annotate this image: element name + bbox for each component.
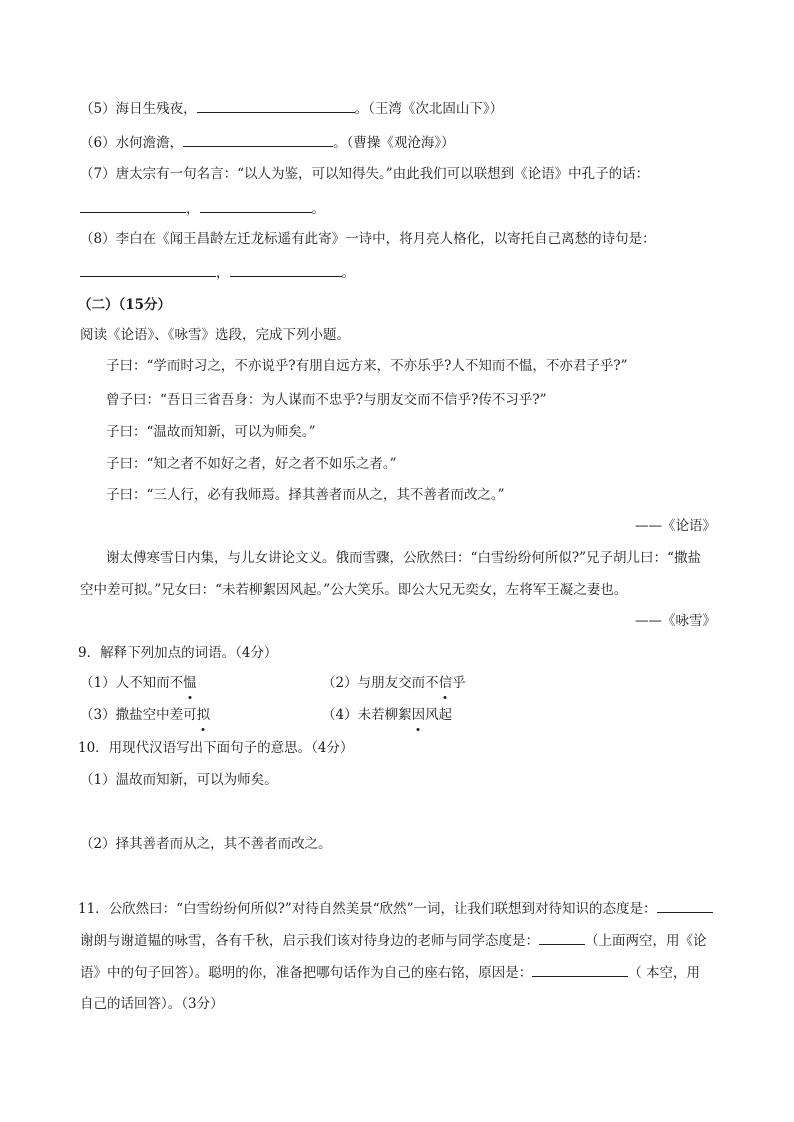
q9-item-2-pre: （2）与朋友交而不 bbox=[322, 675, 439, 691]
q5-line bbox=[80, 98, 503, 119]
q11-line-2-text: 谢朗与谢道韫的咏雪，各有千秋，启示我们该对待身边的老师与同学态度是： bbox=[80, 933, 539, 949]
q8-answer-line bbox=[80, 262, 355, 283]
q7-prompt: （7）唐太宗有一句名言：“以人为鉴，可以知得失。”由此我们可以联想到《论语》中孔子的话： bbox=[80, 166, 650, 182]
q9-title: 9．解释下列加点的词语。（4分） bbox=[78, 645, 278, 661]
q9-item-1 bbox=[80, 673, 197, 693]
q9-item-4-pre: （4）未若柳絮 bbox=[322, 707, 412, 723]
q11-line-2-note: （上面两空，用《论 bbox=[585, 933, 707, 949]
q9-item-2 bbox=[322, 673, 466, 693]
q9-item-3 bbox=[80, 705, 210, 725]
yongxue-source: ——《咏雪》 bbox=[635, 613, 716, 629]
q8-end: 。 bbox=[341, 265, 355, 281]
q10-sentence-1: （1）温故而知新，可以为师矣。 bbox=[80, 772, 278, 788]
q7-end: 。 bbox=[311, 201, 325, 217]
q11-line-3-text: 语》中的句子回答）。聪明的你，准备把哪句话作为自己的座右铭，原因是： bbox=[80, 965, 533, 981]
yongxue-line-2: 空中差可拟。”兄女曰：“未若柳絮因风起。”公大笑乐。即公大兄无奕女，左将军王凝之妻也。 bbox=[80, 582, 628, 598]
q11-answer-blank-3[interactable] bbox=[532, 962, 628, 977]
q11-line-3-note: （ 本空，用 bbox=[628, 965, 701, 981]
q11-line-2 bbox=[80, 930, 707, 951]
q9-item-3-dotted-word: 拟 bbox=[196, 707, 211, 723]
q6-answer-blank[interactable] bbox=[183, 132, 333, 147]
q7-separator: ， bbox=[186, 201, 200, 217]
q7-answer-line bbox=[80, 198, 325, 219]
q5-suffix: 。（王湾《次北固山下》） bbox=[354, 101, 504, 117]
q11-answer-blank-1[interactable] bbox=[657, 898, 713, 913]
q8-prompt: （8）李白在《闻王昌龄左迁龙标遥有此寄》一诗中，将月亮人格化，以寄托自己离愁的诗句是： bbox=[80, 231, 656, 247]
q11-line-1 bbox=[78, 898, 713, 919]
lunyu-source: ——《论语》 bbox=[635, 518, 716, 534]
q5-answer-blank[interactable] bbox=[197, 98, 355, 113]
lunyu-line-3: 子曰：“温故而知新，可以为师矣。” bbox=[106, 424, 316, 440]
section2-intro: 阅读《论语》、《咏雪》选段，完成下列小题。 bbox=[80, 327, 350, 343]
q6-suffix: 。（曹操《观沧海》） bbox=[333, 135, 455, 151]
q7-answer-blank-1[interactable] bbox=[80, 198, 186, 213]
section2-title: （二）（15分） bbox=[78, 297, 172, 313]
q8-separator: ， bbox=[216, 265, 230, 281]
lunyu-line-1: 子曰：“学而时习之，不亦说乎?有朋自远方来，不亦乐乎?人不知而不愠，不亦君子乎?” bbox=[106, 358, 628, 374]
q9-item-1-pre: （1）人不知而不 bbox=[80, 675, 184, 691]
q8-answer-blank-2[interactable] bbox=[230, 262, 342, 277]
q10-title: 10．用现代汉语写出下面句子的意思。（4分） bbox=[78, 740, 354, 756]
lunyu-line-2: 曾子曰：“吾日三省吾身：为人谋而不忠乎?与朋友交而不信乎?传不习乎?” bbox=[106, 392, 547, 408]
q5-prefix: （5）海日生残夜， bbox=[80, 101, 197, 117]
q10-sentence-2: （2）择其善者而从之，其不善者而改之。 bbox=[80, 836, 332, 852]
q9-item-3-pre: （3）撒盐空中差可 bbox=[80, 707, 197, 723]
lunyu-line-5: 子曰：“三人行，必有我师焉。择其善者而从之，其不善者而改之。” bbox=[106, 487, 505, 503]
q8-answer-blank-1[interactable] bbox=[80, 262, 216, 277]
q7-answer-blank-2[interactable] bbox=[200, 198, 312, 213]
q6-prefix: （6）水何澹澹， bbox=[80, 135, 184, 151]
q11-line-3 bbox=[80, 962, 700, 983]
q6-line bbox=[80, 132, 455, 153]
q9-item-2-dotted-word: 信 bbox=[438, 675, 453, 691]
q11-line-1-text: 11．公欣然曰：“白雪纷纷何所似?”对待自然美景“欣然”一词，让我们联想到对待知识的态度是： bbox=[78, 901, 657, 917]
q9-item-4-dotted-word: 因 bbox=[411, 707, 426, 723]
q9-item-4-post: 风起 bbox=[425, 707, 453, 723]
q9-item-1-dotted-word: 愠 bbox=[183, 675, 197, 691]
q9-item-2-post: 乎 bbox=[452, 675, 466, 691]
q9-item-4 bbox=[322, 705, 452, 725]
yongxue-line-1: 谢太傅寒雪日内集，与儿女讲论文义。俄而雪骤，公欣然曰：“白雪纷纷何所似?”兄子胡儿曰：“撒盐 bbox=[106, 550, 701, 566]
lunyu-line-4: 子曰：“知之者不如好之者，好之者不如乐之者。” bbox=[106, 456, 397, 472]
q11-answer-blank-2[interactable] bbox=[539, 930, 585, 945]
q11-line-4: 自己的话回答）。（3分） bbox=[80, 996, 224, 1012]
